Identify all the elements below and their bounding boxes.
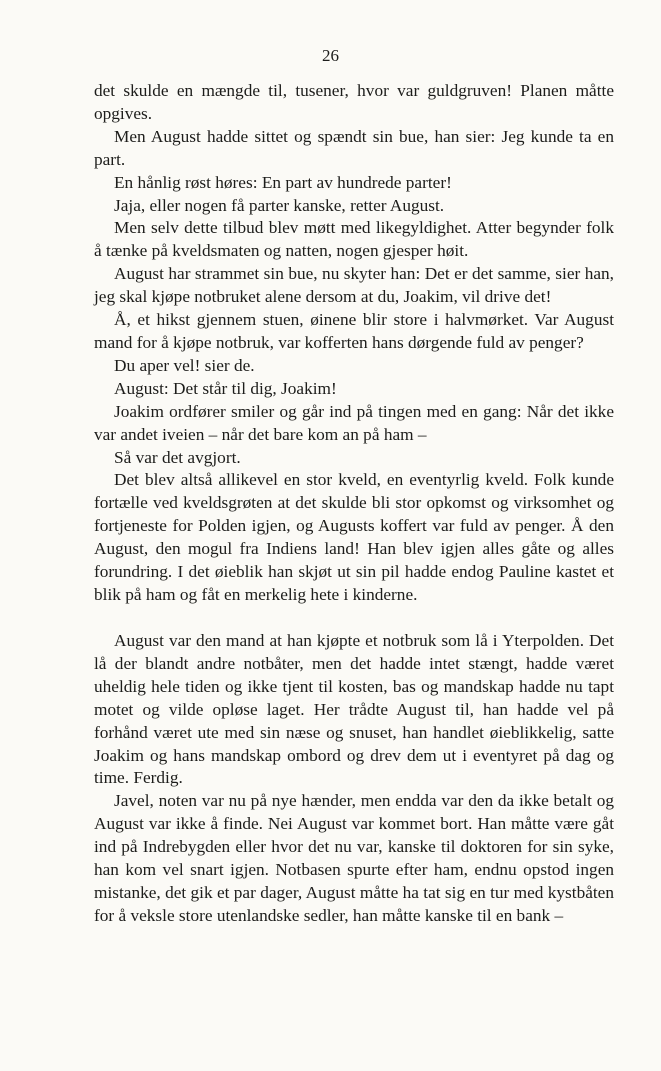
paragraph: August: Det står til dig, Joakim! xyxy=(114,378,337,398)
paragraph: En hånlig røst høres: En part av hundrede parter! xyxy=(114,172,452,192)
paragraph: Å, et hikst gjennem stuen, øinene blir store i halvmørket. Var August mand for å kjøpe notbruk, var kofferten hans dørgende fuld av penger? xyxy=(94,310,614,352)
paragraph: Javel, noten var nu på nye hænder, men endda var den da ikke betalt og August var ikke å finde. Nei August var kommet bort. Han måtte være gåt ind på Indrebygden eller hvor det nu var, kanske til doktoren for sin syke, han kom vel snart igjen. Notbasen spurte efter ham, endnu opstod ingen mistanke, det gik et par dager, August måtte ha tat sig en tur med kystbåten for å veksle store utenlandske sedler, han måtte kanske til en bank – xyxy=(94,791,614,925)
paragraph: Du aper vel! sier de. xyxy=(114,355,255,375)
paragraph: det skulde en mængde til, tusener, hvor var guldgruven! Planen måtte opgives. xyxy=(94,81,614,123)
page-number: 26 xyxy=(322,46,339,65)
paragraph: Jaja, eller nogen få parter kanske, retter August. xyxy=(114,195,445,215)
paragraph: August var den mand at han kjøpte et notbruk som lå i Yterpolden. Det lå der blandt andre notbåter, men det hadde intet stængt, hadde været uheldig hele tiden og ikke tjent til kosten, bas og mandskap hadde nu tapt motet og vilde opløse laget. Her trådte August til, han hadde vel på forhånd været ute med sin næse og snuset, han handlet øieblikkelig, satte Joakim og hans mandskap ombord og drev dem ut i eventyret på dag og time. Ferdig. xyxy=(94,631,614,788)
text-section-1 xyxy=(94,80,614,607)
paragraph: Men selv dette tilbud blev møtt med likegyldighet. Atter begynder folk å tænke på kveldsmaten og natten, nogen gjesper høit. xyxy=(94,218,614,261)
paragraph: Det blev altså allikevel en stor kveld, en eventyrlig kveld. Folk kunde fortælle ved kveldsgrøten at det skulde bli stor opkomst og virksomhet og fortjeneste for Polden igjen, og Augusts koffert var fuld av penger. Å den August, den mogul fra Indiens land! Han blev igjen alles gåte og alles forundring. I det øieblik han skjøt ut sin pil hadde endog Pauline kastet et blik på ham og fåt en merkelig hete i kinderne. xyxy=(94,470,614,604)
paragraph: August har strammet sin bue, nu skyter han: Det er det samme, sier han, jeg skal kjøpe notbruket alene dersom at du, Joakim, vil drive det! xyxy=(94,264,614,307)
paragraph: Så var det avgjort. xyxy=(114,447,241,467)
paragraph: Men August hadde sittet og spændt sin bue, han sier: Jeg kunde ta en part. xyxy=(94,126,614,169)
paragraph: Joakim ordfører smiler og går ind på tingen med en gang: Når det ikke var andet iveien – når det bare kom an på ham – xyxy=(94,401,614,444)
text-section-2 xyxy=(94,630,614,928)
